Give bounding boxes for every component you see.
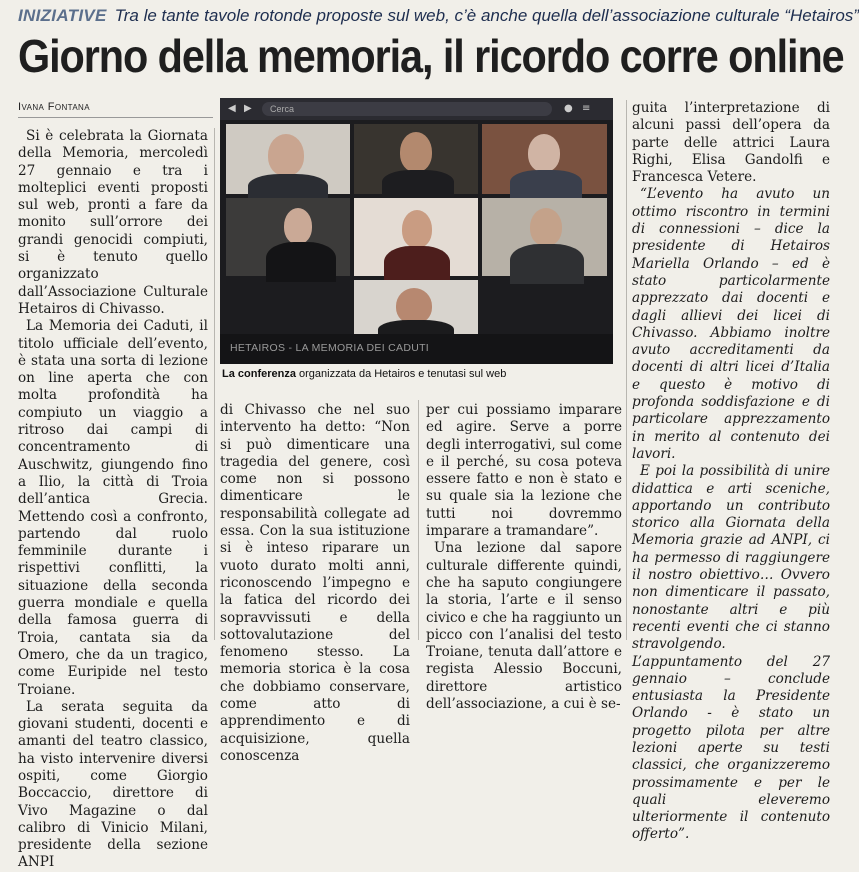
menu-icon: ≡ (582, 103, 591, 114)
caption-text: organizzata da Hetairos e tenutasi sul web (295, 368, 507, 380)
section-tag: INIZIATIVE (18, 6, 107, 25)
col4-paragraph: “L’evento ha avuto un ottimo riscontro in termini di connessioni – dice la presidente di Hetairos Mariella Orlando – ed è stato particolarmente apprezzato dai docenti e dagli allievi dei licei di Chivasso. Abbiamo inoltre avuto accreditamenti da docenti di altri licei d’Italia e questo è motivo di profonda soddisfazione e di particolare apprezzamento in merito al contenuto dei lavori. (632, 186, 830, 462)
participant-tile (226, 124, 350, 194)
video-call-toolbar (220, 98, 613, 120)
column-3 (426, 402, 622, 713)
participant-tile (354, 280, 478, 336)
column-2 (220, 402, 410, 764)
participant-tile (482, 198, 607, 276)
participant-tile (354, 198, 478, 276)
column-1 (18, 128, 208, 871)
participant-tile (482, 124, 607, 194)
kicker-text: Tra le tante tavole rotonde proposte sul web, c’è anche quella dell’associazione culturale “Hetairos” (114, 6, 859, 25)
forward-arrow-icon: ▶ (244, 103, 252, 114)
col4-paragraph: E poi la possibilità di unire didattica e arti sceniche, apportando un contributo storico alla Giornata della Memoria grazie ad ANPI, ci ha permesso di raggiungere il nostro obiettivo… Ovvero non dimenticare il passato, nonostante altri e più recenti eventi che ci stanno stravolgendo. L’appuntamento del 27 gennaio – conclude entusiasta la Presidente Orlando - è stato un progetto pilota per altre lezioni aperte su testi classici, che organizzeremo prossimamente e per le quali eleveremo ulteriormente il contenuto offerto”. (632, 463, 830, 843)
col2-paragraph: di Chivasso che nel suo intervento ha detto: “Non si può dimenticare una tragedia del genere, così come non si possono dimenticare le responsabilità collegate ad essa. Con la sua istituzione si è inteso riparare un vuoto durato molti anni, riconoscendo l’impegno e la fatica del ricordo dei sopravvissuti e della sottovalutazione del fenomeno stesso. La memoria storica è la cosa che dobbiamo conservare, come atto di apprendimento e di acquisizione, quella conoscenza (220, 402, 410, 764)
column-divider (214, 128, 215, 640)
col4-paragraph: guita l’interpretazione di alcuni passi dell’opera da parte delle attrici Laura Righi, Elisa Gandolfi e Francesca Vetere. (632, 100, 830, 186)
caption-bold: La conferenza (222, 368, 296, 380)
byline-rule (18, 117, 213, 118)
col1-paragraph: La Memoria dei Caduti, il titolo ufficiale dell’evento, è stata una sorta di lezione on line aperta che con molta profondità ha compiuto un viaggio a ritroso dai campi di concentramento di Auschwitz, giungendo fino a Ilio, la città di Troia dell’antica Grecia. Mettendo così a confronto, partendo dal ruolo femminile durante i rispettivi conflitti, la situazione della seconda guerra mondiale e quella della famosa guerra di Troia, cantata sia da Omero, che da un tragico, come Euripide nel testo Troiane. (18, 318, 208, 698)
participant-tile (226, 198, 350, 276)
col1-paragraph: La serata seguita da giovani studenti, docenti e amanti del teatro classico, ha visto intervenire diversi ospiti, come Giorgio Boccaccio, direttore di Vivo Magazine o dal calibro di Vinicio Milani, presidente della sezione ANPI (18, 698, 208, 871)
column-divider (626, 100, 627, 640)
search-field: Cerca (262, 102, 552, 116)
byline: Ivana Fontana (18, 101, 90, 113)
col1-paragraph: Si è celebrata la Giornata della Memoria, mercoledì 27 gennaio e tra i molteplici eventi proposti sul web, pronti a fare da monito sull’orrore dei grandi genocidi compiuti, si è tenuto quello organizzato dall’Associazione Culturale Hetairos di Chivasso. (18, 128, 208, 317)
participant-tile (354, 124, 478, 194)
col3-paragraph: Una lezione dal sapore culturale differente quindi, che ha saputo congiungere la storia, l’arte e il senso civico e che ha raggiunto un picco con l’analisi del testo Troiane, tenuta dall’attore e regista Alessio Boccuni, direttore artistico dell’associazione, a cui è se- (426, 540, 622, 713)
column-4 (632, 100, 830, 843)
mic-icon: ● (564, 103, 573, 114)
headline: Giorno della memoria, il ricordo corre online (18, 30, 844, 82)
back-arrow-icon: ◀ (228, 103, 236, 114)
col3-paragraph: per cui possiamo imparare ed agire. Serve a porre degli interrogativi, sul come e il perché, su cosa poteva essere fatto e non è stato e su quale sia la lezione che tutti noi dovremmo imparare a tramandare”. (426, 402, 622, 540)
column-divider (418, 400, 419, 640)
photo-caption (222, 368, 617, 380)
overlay-label: HETAIROS - LA MEMORIA DEI CADUTI (230, 342, 430, 354)
conference-photo (220, 98, 613, 364)
